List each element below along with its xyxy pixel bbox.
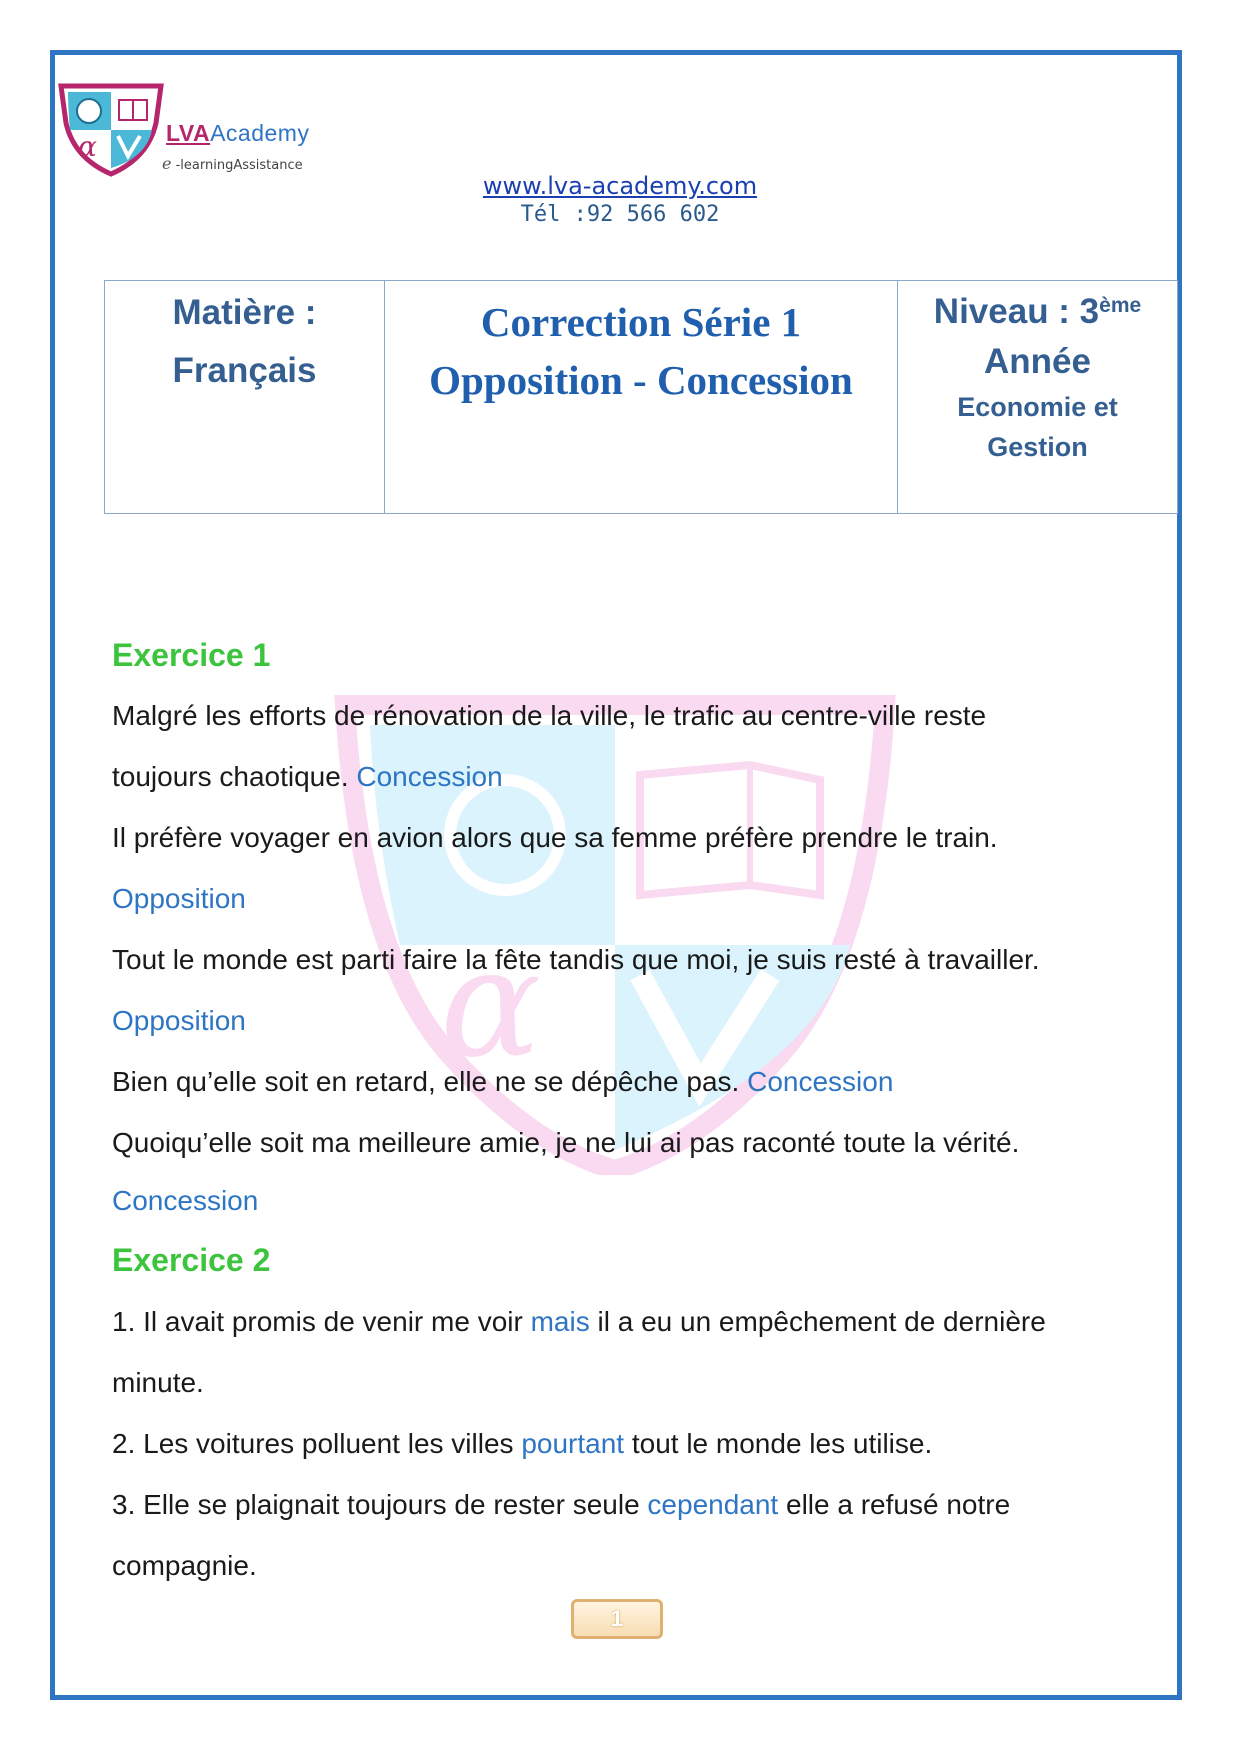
title-cell	[385, 281, 898, 514]
answer-concession: Concession	[747, 1066, 894, 1097]
subject-cell	[105, 281, 385, 514]
subject-label: Matière :	[172, 293, 317, 332]
level-label: Niveau : 3ème	[933, 292, 1142, 331]
exercise2-item3-cont: compagnie.	[112, 1550, 257, 1581]
exercise2-item1: 1. Il avait promis de venir me voir mais il a eu un empêchement de dernière	[112, 1306, 1046, 1337]
exercise1-sentence3: Tout le monde est parti faire la fête tandis que moi, je suis resté à travailler.	[112, 944, 1040, 975]
exercise1-sentence1: Malgré les efforts de rénovation de la ville, le trafic au centre-ville reste	[112, 700, 987, 731]
connector-word: pourtant	[521, 1428, 625, 1459]
info-table	[104, 280, 1178, 514]
answer-opposition: Opposition	[112, 883, 246, 914]
brand-tagline: e -learningAssistance	[162, 154, 303, 173]
document-title-line2: Opposition - Concession	[429, 357, 853, 403]
answer-concession: Concession	[356, 761, 503, 792]
exercise2-item1-cont: minute.	[112, 1367, 204, 1398]
website-link[interactable]: www.lva-academy.com	[482, 172, 758, 200]
exercise2-title: Exercice 2	[112, 1242, 271, 1278]
exercise1-title: Exercice 1	[112, 637, 271, 673]
exercise1-sentence5: Quoiqu’elle soit ma meilleure amie, je ne lui ai pas raconté toute la vérité.	[112, 1127, 1020, 1158]
level-year: Année	[984, 342, 1091, 381]
exercise1-sentence4: Bien qu’elle soit en retard, elle ne se dépêche pas. Concession	[112, 1066, 894, 1097]
subject-value: Français	[172, 351, 317, 390]
section-line2: Gestion	[987, 432, 1088, 462]
brand-name: LVAAcademy	[166, 120, 310, 146]
svg-text:α: α	[78, 130, 97, 163]
phone-number: Tél :92 566 602	[520, 202, 720, 227]
page-number: 1	[571, 1599, 663, 1639]
answer-concession: Concession	[112, 1185, 259, 1216]
answer-opposition: Opposition	[112, 1005, 246, 1036]
exercise2-item3: 3. Elle se plaignait toujours de rester seule cependant elle a refusé notre	[112, 1489, 1011, 1520]
level-cell	[898, 281, 1178, 514]
svg-text:α: α	[440, 917, 542, 1091]
exercise1-sentence1-end: toujours chaotique. Concession	[112, 761, 503, 792]
section-line1: Economie et	[957, 392, 1118, 422]
main-content	[112, 625, 1172, 1596]
connector-word: cependant	[647, 1489, 779, 1520]
exercise2-item2: 2. Les voitures polluent les villes pourtant tout le monde les utilise.	[112, 1428, 933, 1459]
connector-word: mais	[530, 1306, 590, 1337]
document-title-line1: Correction Série 1	[480, 299, 802, 345]
shield-logo-icon	[56, 78, 166, 178]
exercise1-sentence2: Il préfère voyager en avion alors que sa femme préfère prendre le train.	[112, 822, 998, 853]
